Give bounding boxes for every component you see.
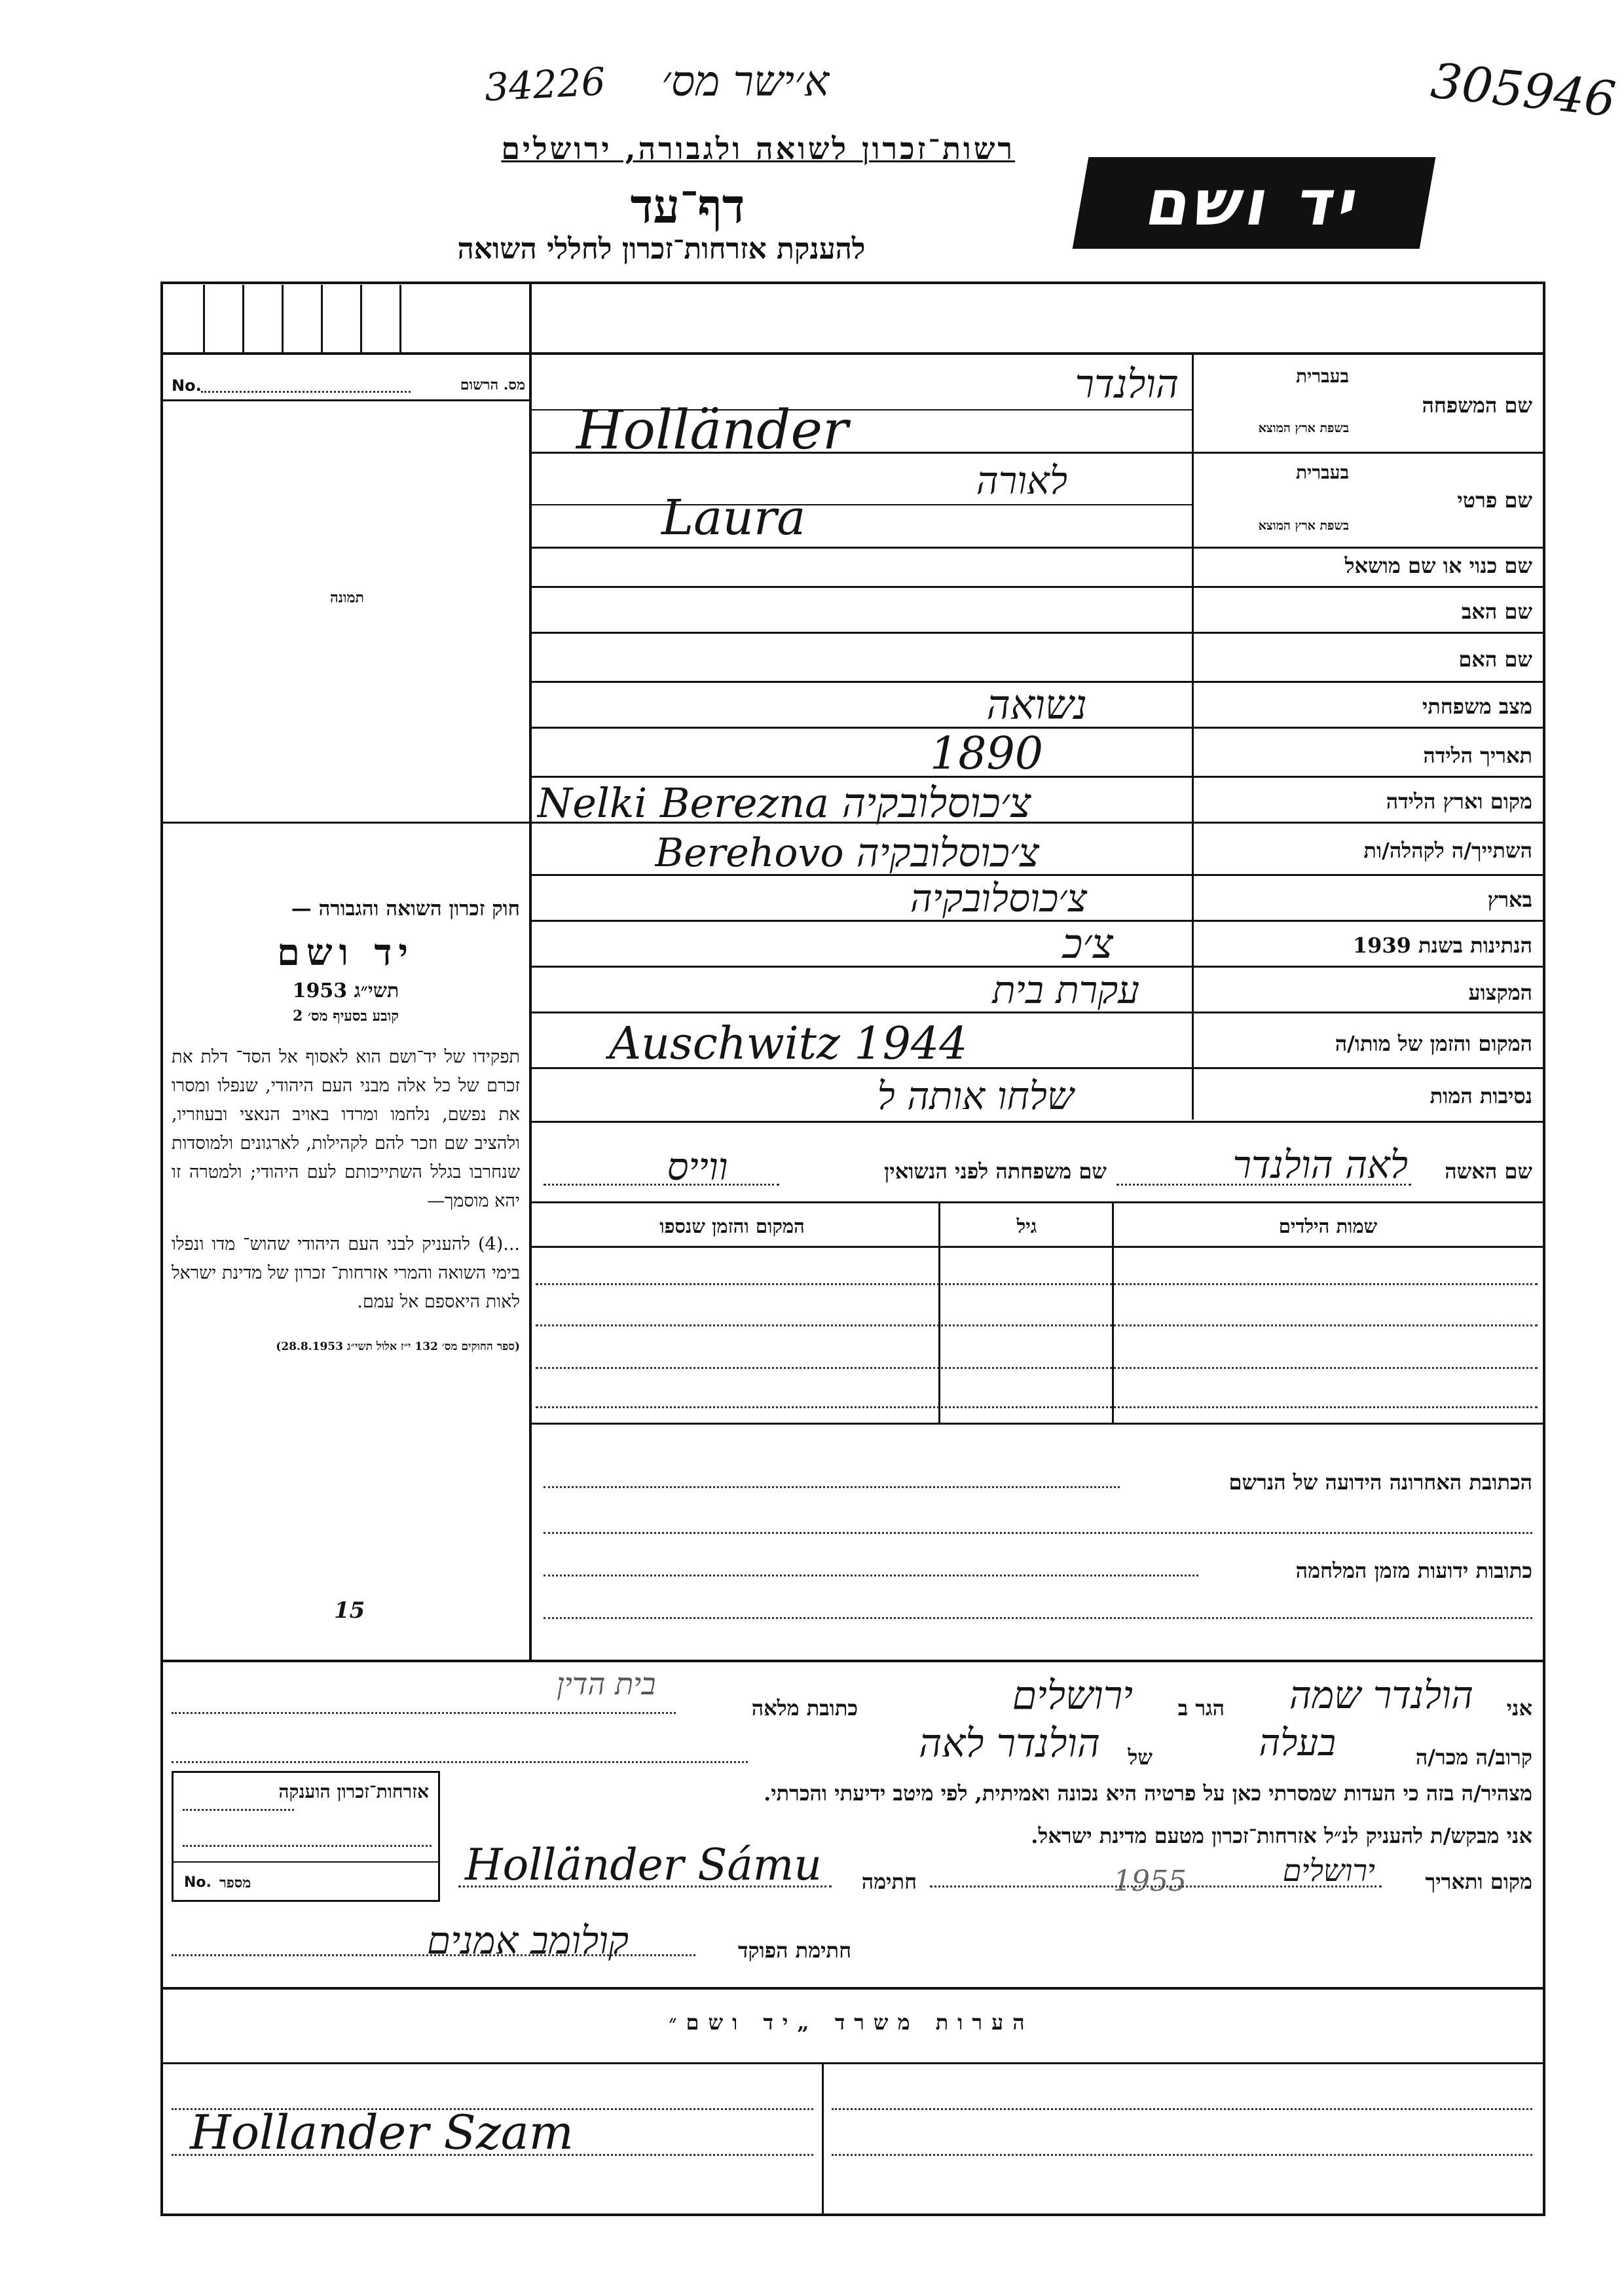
left-column-divider xyxy=(529,282,532,1660)
birth-place-value: Nelki Berezna צ׳כוסלובקיה xyxy=(537,779,1031,827)
official-signature-dots xyxy=(172,1954,695,1956)
first-name-value-he: לאורה xyxy=(976,458,1067,503)
top-reference-number: 34226 xyxy=(483,59,607,110)
award-box xyxy=(172,1771,440,1902)
row-line-circumstances xyxy=(529,1121,1545,1123)
place-date-label: מקום ותאריך xyxy=(1425,1869,1532,1894)
first-name-mid-line xyxy=(529,504,1192,505)
family-name-sub-orig: בשפת ארץ המוצא xyxy=(1258,421,1349,435)
official-signature-value: קולומב אמנים xyxy=(426,1918,629,1963)
office-notes-handwritten: Hollander Szam xyxy=(190,2105,574,2160)
family-name-value-he: הולנדר xyxy=(1075,361,1179,407)
children-row-4 xyxy=(536,1406,1538,1408)
first-name-value-orig: Laura xyxy=(661,490,806,546)
citizenship-value: צ׳כ xyxy=(1062,920,1113,968)
of-value-dots xyxy=(172,1761,748,1763)
top-hebrew-annotation: א׳ישר מס׳ xyxy=(661,58,830,106)
declarant-address-dots xyxy=(172,1712,676,1714)
yad-vashem-logo xyxy=(1073,157,1436,249)
office-notes-top-line xyxy=(160,1987,1545,1990)
registration-number-label-he: מס. הרשום xyxy=(460,376,525,393)
law-year: תשי״ג 1953 xyxy=(292,979,399,1002)
signature-dots xyxy=(458,1886,832,1887)
spouse-label: שם האשה xyxy=(1445,1159,1532,1184)
office-notes-dots-4 xyxy=(832,2154,1532,2156)
law-source: (ספר החוקים מס׳ 132 י״ז אלול תשי״ג 28.8.1953) xyxy=(276,1340,520,1353)
law-heading: חוק זכרון השואה והגבורה — xyxy=(291,897,520,920)
children-table xyxy=(529,1203,1545,1423)
signature-value: Holländer Sámu xyxy=(465,1840,822,1890)
right-reference-number: 305946 xyxy=(1428,52,1619,128)
award-number-label-he: מספר xyxy=(219,1874,251,1891)
relation-label: קרוב/ה מכר/ה xyxy=(1415,1745,1532,1770)
death-circumstances-value: שלחו אותה ל xyxy=(877,1074,1074,1118)
place-date-dots xyxy=(930,1886,1382,1887)
office-notes-divider xyxy=(822,2062,824,2216)
children-header-place: המקום והזמן שנספו xyxy=(659,1215,805,1237)
of-label: של xyxy=(1128,1745,1153,1770)
office-notes-title: הערות משרד „יד ושם״ xyxy=(669,2010,1034,2035)
mother-name-label: שם האם xyxy=(1458,647,1532,672)
law-clause: קובע בסעיף מס׳ 2 xyxy=(292,1008,399,1025)
residing-value: ירושלים xyxy=(1012,1673,1133,1719)
wartime-address-label: כתובות ידועות מזמן המלחמה xyxy=(1295,1558,1532,1583)
spouse-maiden-dots xyxy=(544,1184,779,1186)
declarant-name: הולנדר שמה xyxy=(1289,1673,1473,1717)
stamp-date: 1955 xyxy=(1113,1865,1187,1898)
community-label: השתייך/ה לקהלה/ות xyxy=(1363,838,1532,863)
last-address-line-2 xyxy=(544,1532,1532,1534)
law-name: יד ושם xyxy=(276,931,415,974)
row-line-nick xyxy=(529,586,1545,588)
official-signature-label: חתימת הפוקד xyxy=(738,1938,851,1963)
row-line-first xyxy=(529,547,1545,549)
form-title: דף־עד xyxy=(630,178,745,234)
country-label: בארץ xyxy=(1487,887,1532,912)
marital-status-value: נשואה xyxy=(986,681,1087,729)
office-notes-dots-2 xyxy=(832,2108,1532,2110)
first-name-sub-orig: בשפת ארץ המוצא xyxy=(1258,519,1349,533)
children-row-1 xyxy=(536,1283,1538,1285)
registration-number-label-en: No. xyxy=(172,376,202,395)
birth-date-value: 1890 xyxy=(930,728,1044,780)
country-value: צ׳כוסלובקיה xyxy=(910,876,1087,920)
spouse-maiden-label: שם משפחתה לפני הנשואין xyxy=(884,1159,1107,1184)
last-address-label: הכתובת האחרונה הידועה של הנרשם xyxy=(1228,1470,1532,1495)
children-row-2 xyxy=(536,1324,1538,1326)
institution-name: רשות־זכרון לשואה ולגבורה, ירושלים xyxy=(501,131,1015,166)
law-box xyxy=(172,897,520,1353)
children-col-divider-2 xyxy=(938,1203,940,1423)
place-date-value: ירושלים xyxy=(1282,1853,1375,1888)
top-strip-line xyxy=(160,352,1545,355)
wartime-address-line-2 xyxy=(544,1617,1532,1619)
nickname-label: שם כנוי או שם מושאל xyxy=(1344,553,1532,578)
award-number-label-en: No. xyxy=(184,1874,212,1891)
marital-status-label: מצב משפחתי xyxy=(1422,694,1532,719)
last-address-line-1 xyxy=(544,1486,1120,1488)
logo-text: יד ושם xyxy=(1140,166,1368,240)
profession-value: עקרת בית xyxy=(992,968,1139,1012)
children-header-age: גיל xyxy=(1016,1215,1037,1237)
registration-number-row xyxy=(172,376,525,403)
spouse-dots xyxy=(1116,1184,1411,1186)
first-name-label: שם פרטי xyxy=(1457,488,1532,513)
photo-label: תמונה xyxy=(330,589,364,606)
first-name-sub-he: בעברית xyxy=(1295,462,1349,483)
spouse-value: לאה הולנדר xyxy=(1232,1142,1408,1187)
declaration-ani: אני xyxy=(1506,1696,1532,1721)
award-box-title: אזרחות־זכרון הוענקה xyxy=(278,1781,429,1802)
children-col-divider-1 xyxy=(1112,1203,1114,1423)
photo-area-top-line xyxy=(160,399,530,401)
stamp-text: בית הדין xyxy=(557,1666,656,1702)
children-header-names: שמות הילדים xyxy=(1278,1215,1378,1237)
birth-date-label: תאריך הלידה xyxy=(1423,743,1532,768)
request-statement: אני מבקש/ת להעניק לנ״ל אזרחות־זכרון מטעם מדינת ישראל. xyxy=(1031,1823,1532,1848)
death-circumstances-label: נסיבות המות xyxy=(1430,1084,1532,1108)
death-place-time-label: המקום והזמן של מותו/ה xyxy=(1335,1031,1532,1056)
row-line-father xyxy=(529,632,1545,634)
relation-value: בעלה xyxy=(1259,1722,1336,1764)
spouse-maiden-value: ווייס xyxy=(667,1144,728,1189)
top-strip-cells xyxy=(164,285,527,352)
profession-label: המקצוע xyxy=(1468,980,1532,1005)
truth-statement: מצהיר/ה בזה כי העדות שמסרתי כאן על פרטיה היא נכונה ואמיתית, לפי מיטב ידיעתי והכרתי. xyxy=(764,1781,1532,1806)
wartime-address-line-1 xyxy=(544,1575,1198,1576)
photo-area-bottom-line xyxy=(160,822,530,824)
law-paragraph-1: תפקידו של יד־ושם הוא לאסוף אל הסד־ דלת את זכרם של כל אלה מבני העם היהודי, שנפלו ומסרו את נפשם, נלחמו ומרדו באויב הנאצי ובעוזריו, ולהציב שם וזכר להם לקהילות, לארגונים ולמוסדות שנחרבו בגלל השתייכותם לעם היהודי; ולמטרה זו יהא מוסמך— xyxy=(172,1047,520,1211)
community-value: Berehovo צ׳כוסלובקיה xyxy=(655,830,1040,876)
death-place-time-value: Auschwitz 1944 xyxy=(609,1018,968,1070)
children-header-line xyxy=(529,1246,1545,1248)
declaration-top-line xyxy=(160,1660,1545,1662)
family-name-value-orig: Holländer xyxy=(576,399,849,462)
signature-label: חתימה xyxy=(861,1869,917,1894)
form-subtitle: להענקת אזרחות־זכרון לחללי השואה xyxy=(457,232,866,266)
children-table-bottom-line xyxy=(529,1423,1545,1425)
residing-label: הגר ב xyxy=(1177,1696,1225,1721)
label-divider xyxy=(1192,354,1194,1120)
citizenship-label: הנתינות בשנת 1939 xyxy=(1352,933,1532,958)
family-name-label: שם המשפחה xyxy=(1422,393,1532,418)
office-notes-header-line xyxy=(160,2062,1545,2064)
children-row-3 xyxy=(536,1367,1538,1369)
father-name-label: שם האב xyxy=(1461,599,1532,624)
address-label: כתובת מלאה xyxy=(751,1696,858,1721)
margin-number: 15 xyxy=(334,1597,365,1624)
law-paragraph-2: ...(4) להעניק לבני העם היהודי שהוש־ מדו ונפלו בימי השואה והמרי אזרחות־ זכרון של מדינת ישראל לאות היאספם אל עמם. xyxy=(172,1234,520,1312)
of-value: הולנדר לאה xyxy=(919,1721,1100,1766)
family-name-sub-he: בעברית xyxy=(1295,365,1349,387)
birth-place-label: מקום וארץ הלידה xyxy=(1386,789,1532,814)
